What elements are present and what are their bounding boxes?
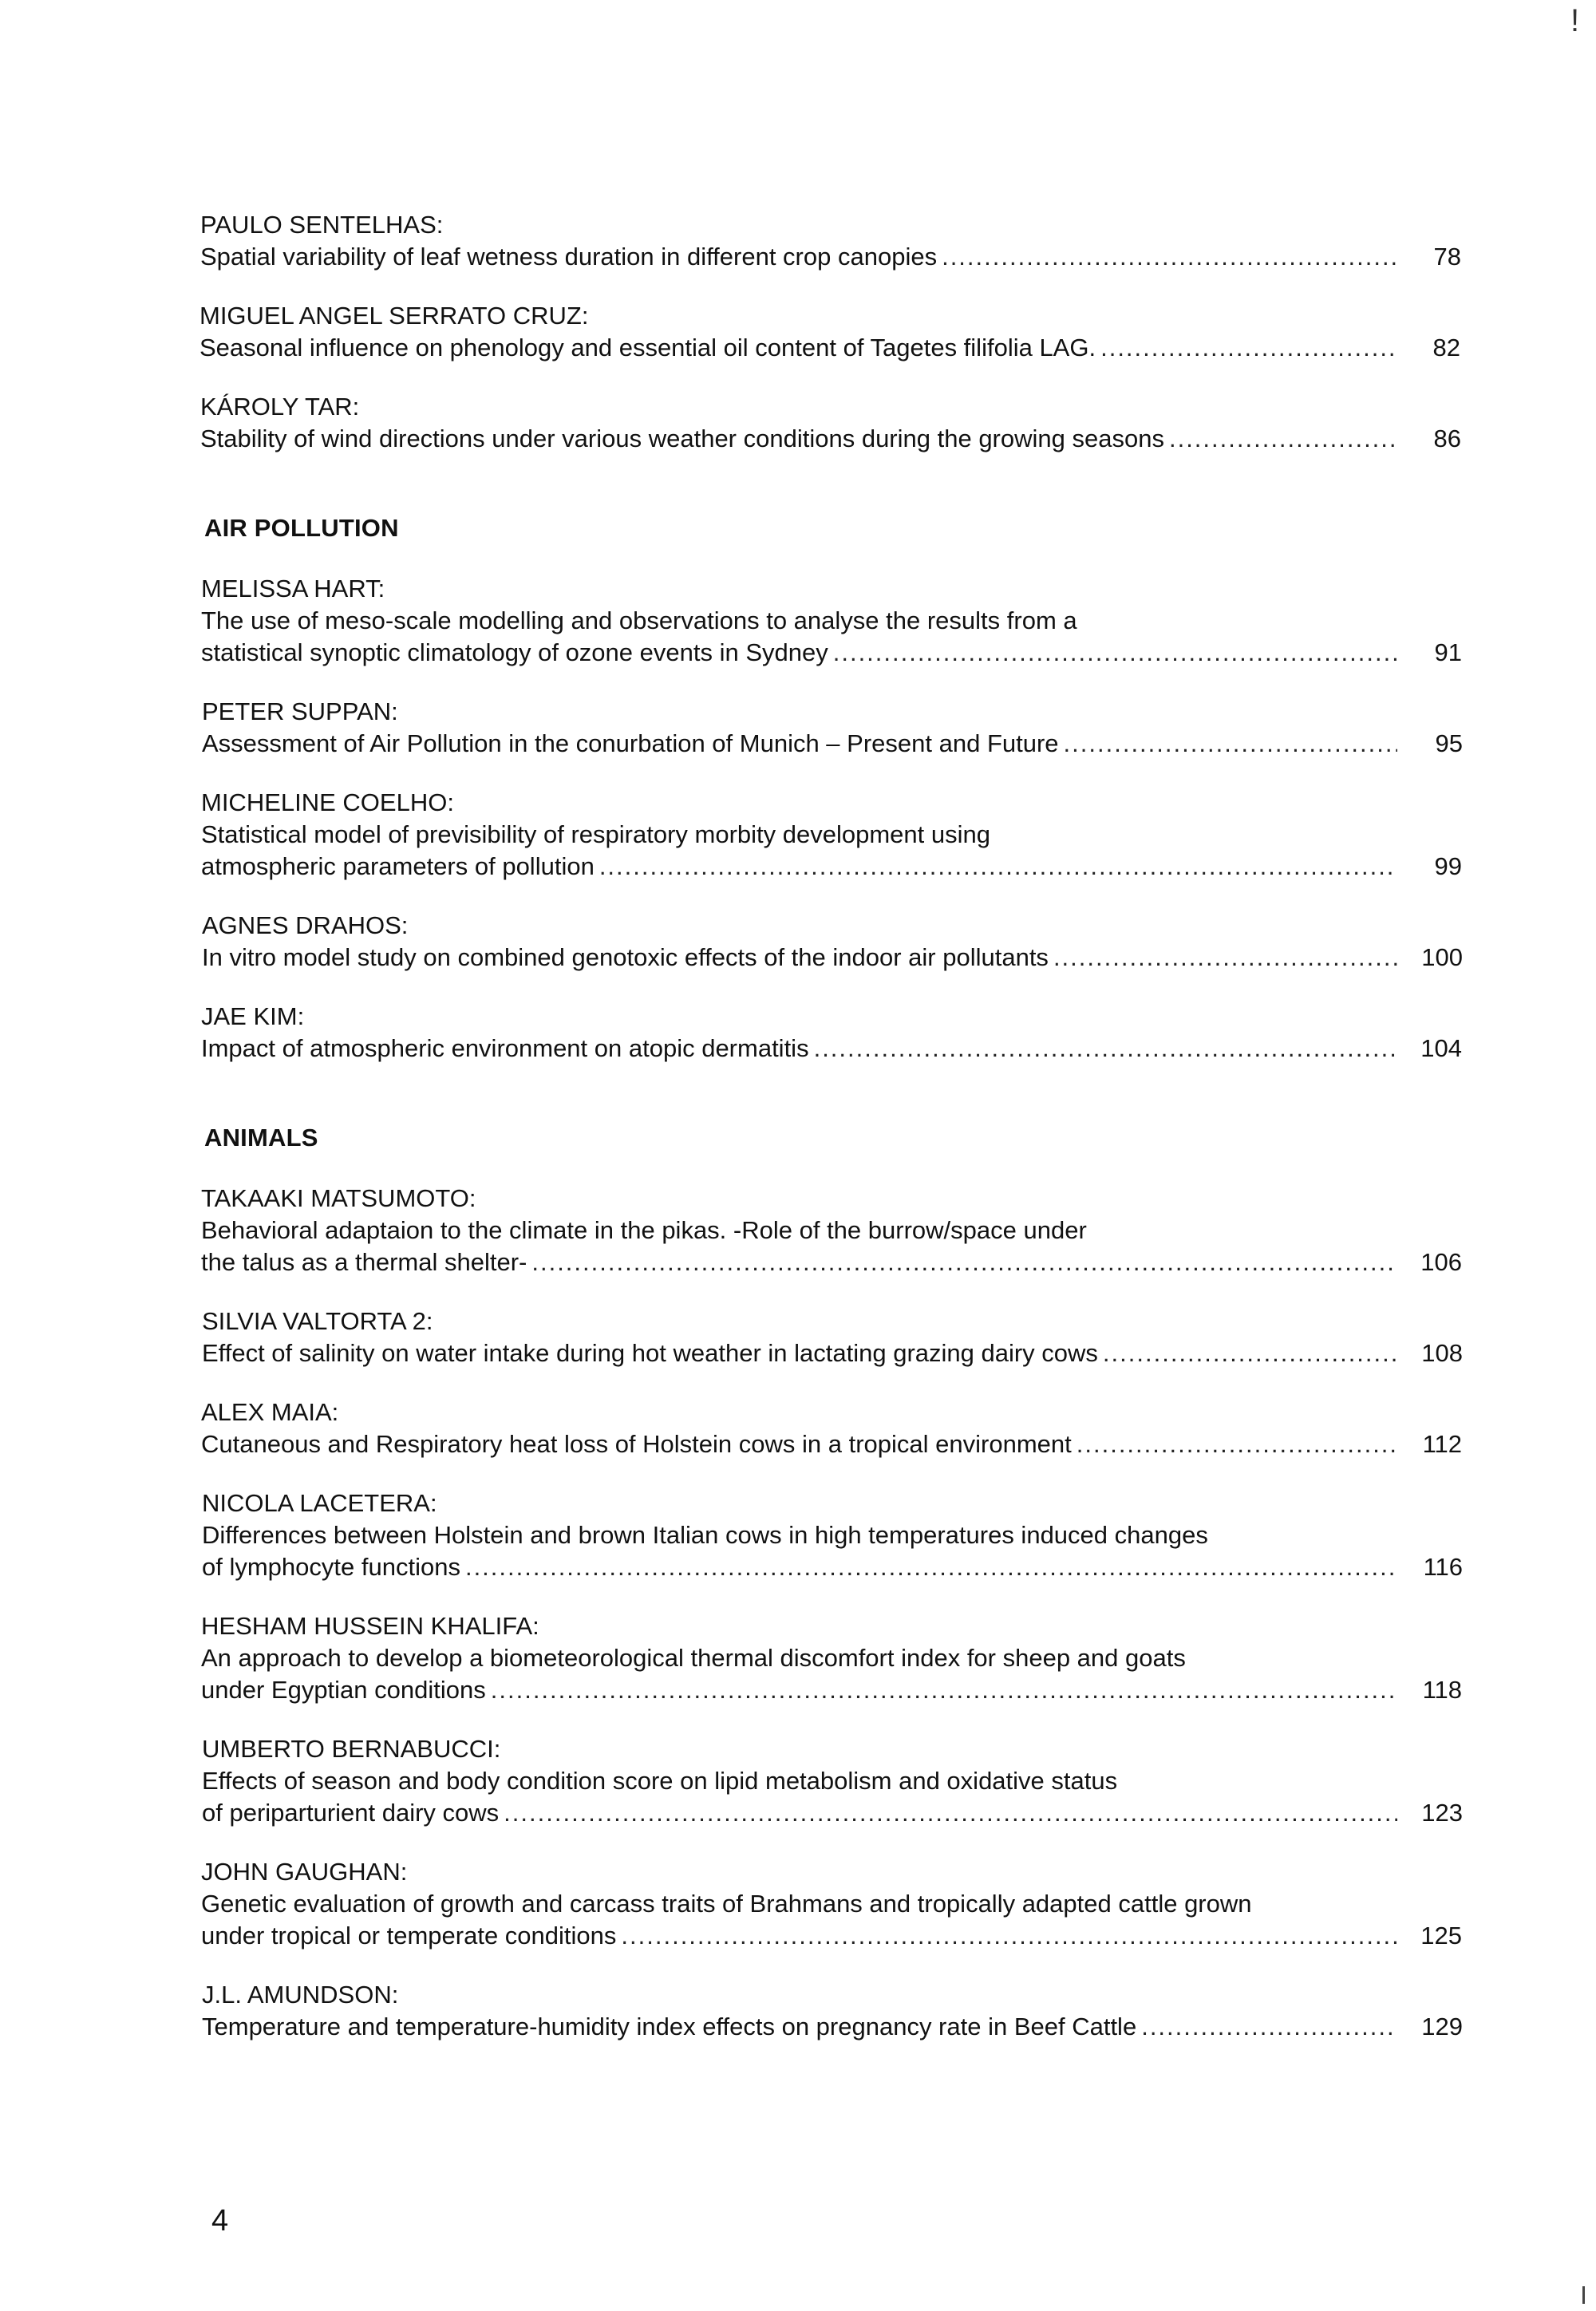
dot-leader — [1169, 423, 1396, 455]
entry-page-number: 104 — [1420, 1034, 1462, 1062]
entry-page-number: 100 — [1421, 943, 1463, 971]
toc-entry — [202, 696, 1463, 760]
toc-section — [201, 512, 1462, 1065]
entry-author: JAE KIM: — [201, 1002, 305, 1030]
dot-leader — [621, 1920, 1396, 1952]
entry-last-line — [201, 851, 1462, 883]
entry-author: J.L. AMUNDSON: — [202, 1981, 399, 2009]
entry-author: NICOLA LACETERA: — [202, 1489, 437, 1517]
entry-page-number: 129 — [1421, 2013, 1463, 2040]
entry-page-number: 116 — [1423, 1553, 1463, 1581]
entry-last-line — [201, 1920, 1462, 1952]
entry-title-line: under Egyptian conditions — [201, 1676, 486, 1704]
section-heading: AIR POLLUTION — [204, 514, 399, 542]
dot-leader — [833, 637, 1396, 669]
entry-page-number: 82 — [1432, 334, 1460, 361]
dot-leader — [599, 851, 1396, 883]
entry-title-line: Spatial variability of leaf wetness duration in different crop canopies — [200, 243, 938, 271]
dot-leader — [1103, 1337, 1397, 1369]
entry-author: KÁROLY TAR: — [200, 393, 360, 421]
entry-last-line — [202, 728, 1463, 760]
entry-title-line: Assessment of Air Pollution in the conurbation of Munich – Present and Future — [202, 729, 1059, 757]
entry-author: UMBERTO BERNABUCCI: — [202, 1735, 501, 1763]
entry-title-line: atmospheric parameters of pollution — [201, 852, 595, 880]
entry-page-number: 99 — [1434, 852, 1462, 880]
toc-entry — [202, 1306, 1463, 1369]
entry-title-line: the talus as a thermal shelter- — [201, 1248, 527, 1276]
table-of-contents — [201, 209, 1462, 2070]
entry-page-number: 86 — [1433, 425, 1461, 452]
toc-entry — [201, 787, 1462, 883]
toc-entry — [201, 1856, 1462, 1952]
entry-last-line — [201, 1674, 1462, 1706]
toc-section — [201, 1122, 1462, 2043]
entry-last-line — [202, 1551, 1463, 1583]
entry-title-line: under tropical or temperate conditions — [201, 1922, 617, 1950]
entry-page-number: 112 — [1422, 1430, 1462, 1458]
toc-entry — [202, 1979, 1463, 2043]
toc-entry — [201, 1001, 1462, 1065]
entry-page-number: 95 — [1435, 729, 1463, 757]
entry-author: MICHELINE COELHO: — [201, 788, 454, 816]
entry-title-line: Differences between Holstein and brown Italian cows in high temperatures induced changes — [202, 1521, 1208, 1549]
entry-title-line: of lymphocyte functions — [202, 1553, 460, 1581]
entry-last-line — [201, 637, 1462, 669]
entry-page-number: 123 — [1421, 1799, 1463, 1827]
entry-author: PAULO SENTELHAS: — [200, 211, 444, 239]
entry-title-line: An approach to develop a biometeorological thermal discomfort index for sheep and goats — [201, 1644, 1186, 1672]
scan-mark: ! — [1570, 3, 1580, 38]
toc-entry — [200, 300, 1460, 364]
toc-entry — [202, 910, 1463, 974]
dot-leader — [504, 1797, 1397, 1829]
entry-author: PETER SUPPAN: — [202, 697, 398, 725]
entry-author: MELISSA HART: — [201, 575, 385, 602]
entry-last-line — [202, 942, 1463, 974]
entry-title-line: Cutaneous and Respiratory heat loss of Holstein cows in a tropical environment — [201, 1430, 1072, 1458]
dot-leader — [491, 1674, 1396, 1706]
entry-page-number: 118 — [1422, 1676, 1462, 1704]
entry-author: HESHAM HUSSEIN KHALIFA: — [201, 1612, 539, 1640]
toc-entry — [201, 1610, 1462, 1706]
entry-author: MIGUEL ANGEL SERRATO CRUZ: — [200, 302, 589, 330]
entry-title-line: Impact of atmospheric environment on atopic dermatitis — [201, 1034, 809, 1062]
entry-last-line — [200, 241, 1461, 273]
dot-leader — [1064, 728, 1397, 760]
page-number: 4 — [211, 2204, 229, 2238]
entry-page-number: 106 — [1420, 1248, 1462, 1276]
entry-page-number: 125 — [1420, 1922, 1462, 1950]
entry-author: SILVIA VALTORTA 2: — [202, 1307, 433, 1335]
dot-leader — [814, 1033, 1396, 1065]
entry-last-line — [201, 1428, 1462, 1460]
entry-title-line: Effects of season and body condition score on lipid metabolism and oxidative status — [202, 1767, 1118, 1795]
entry-last-line — [201, 1033, 1462, 1065]
entry-title-line: of periparturient dairy cows — [202, 1799, 500, 1827]
entry-last-line — [202, 1337, 1463, 1369]
toc-entry — [201, 573, 1462, 669]
entry-last-line — [200, 423, 1461, 455]
toc-entry — [201, 1183, 1462, 1278]
entry-title-line: Genetic evaluation of growth and carcass traits of Brahmans and tropically adapted cattle grown — [201, 1890, 1252, 1918]
entry-last-line — [201, 1246, 1462, 1278]
entry-author: JOHN GAUGHAN: — [201, 1858, 408, 1886]
entry-page-number: 91 — [1434, 638, 1462, 666]
entry-title-line: In vitro model study on combined genotoxic effects of the indoor air pollutants — [202, 943, 1049, 971]
entry-last-line — [202, 1797, 1463, 1829]
toc-entry — [202, 1487, 1463, 1583]
toc-entry — [201, 1396, 1462, 1460]
toc-section — [200, 209, 1460, 455]
entry-last-line — [202, 2011, 1463, 2043]
dot-leader — [1077, 1428, 1396, 1460]
dot-leader — [942, 241, 1396, 273]
entry-title-line: The use of meso-scale modelling and observations to analyse the results from a — [201, 606, 1077, 634]
entry-title-line: Temperature and temperature-humidity index effects on pregnancy rate in Beef Cattle — [202, 2013, 1137, 2040]
dot-leader — [1141, 2011, 1397, 2043]
scan-mark-bottom — [1582, 2286, 1585, 2304]
entry-title-line: Behavioral adaptaion to the climate in the pikas. -Role of the burrow/space under — [201, 1216, 1087, 1244]
dot-leader — [1053, 942, 1397, 974]
entry-title-line: statistical synoptic climatology of ozone events in Sydney — [201, 638, 828, 666]
entry-title-line: Seasonal influence on phenology and essential oil content of Tagetes filifolia LAG. — [200, 334, 1096, 361]
entry-title-line: Effect of salinity on water intake during hot weather in lactating grazing dairy cows — [202, 1339, 1098, 1367]
entry-author: TAKAAKI MATSUMOTO: — [201, 1184, 476, 1212]
toc-entry — [200, 391, 1461, 455]
entry-page-number: 108 — [1421, 1339, 1463, 1367]
toc-entry — [200, 209, 1461, 273]
entry-author: AGNES DRAHOS: — [202, 911, 409, 939]
section-heading: ANIMALS — [204, 1124, 318, 1152]
dot-leader — [531, 1246, 1396, 1278]
entry-title-line: Stability of wind directions under various weather conditions during the growing seasons — [200, 425, 1164, 452]
toc-entry — [202, 1733, 1463, 1829]
entry-author: ALEX MAIA: — [201, 1398, 339, 1426]
dot-leader — [1100, 332, 1395, 364]
entry-title-line: Statistical model of previsibility of respiratory morbity development using — [201, 820, 990, 848]
dot-leader — [465, 1551, 1397, 1583]
entry-last-line — [200, 332, 1460, 364]
entry-page-number: 78 — [1433, 243, 1461, 271]
